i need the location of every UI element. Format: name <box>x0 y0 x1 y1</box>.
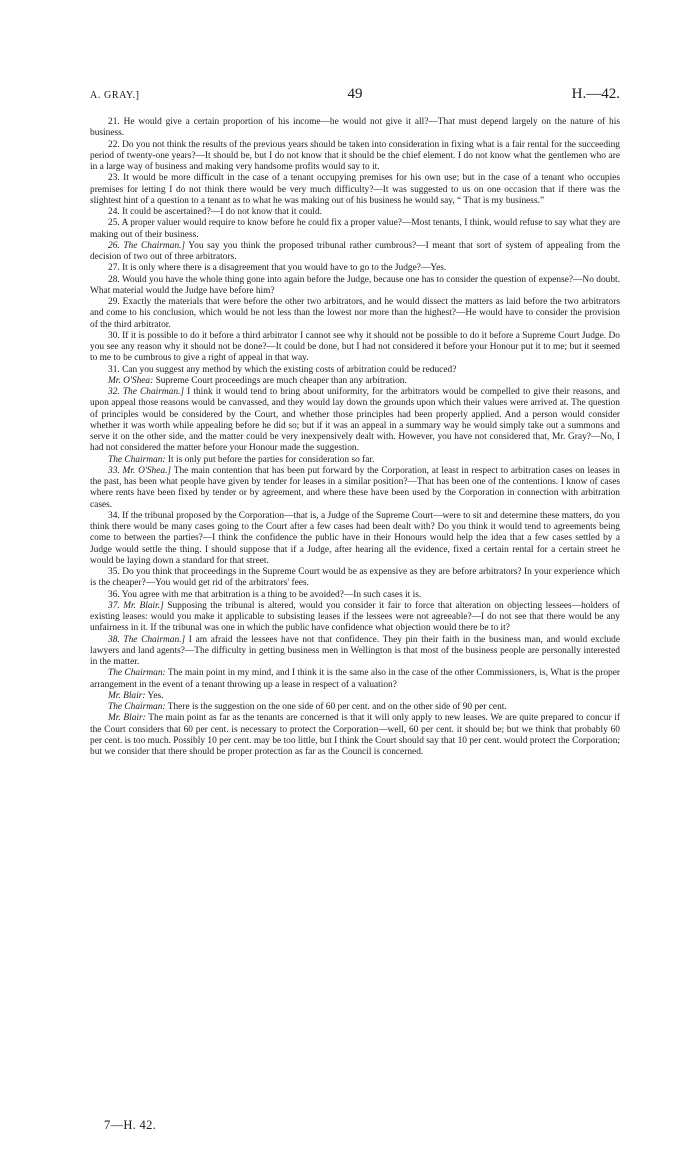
paragraph-text: 27. It is only where there is a disagreement that you would have to go to the Judge?—Yes. <box>108 263 447 274</box>
speaker-label: 32. The Chairman.] <box>108 387 185 397</box>
paragraph <box>90 466 620 511</box>
paragraph <box>90 668 620 691</box>
paragraph-text: 34. If the tribunal proposed by the Corporation—that is, a Judge of the Supreme Court—were to sit and determine these matters, do you think there would be many cases going to the Court after a few cases had been dealt with? Do you think it would tend to agreements being come to between the parties?—I think the confidence the public have in their Honours would help the idea that a few cases settled by a Judge would settle the thing. I should suppose that if a Judge, after hearing all the evidence, fixed a certain rental for a certain street he would be laying down a standard for that street. <box>90 510 620 566</box>
paragraph-text: It is only put before the parties for consideration so far. <box>167 454 375 465</box>
paragraph <box>90 218 620 241</box>
paragraph <box>90 207 620 218</box>
paragraph <box>90 275 620 298</box>
paragraph <box>90 173 620 207</box>
paragraph-text: 21. He would give a certain proportion of his income—he would not give it all?—That must depend largely on the nature of his business. <box>90 117 620 139</box>
document-reference: H.—42. <box>571 86 620 102</box>
paragraph-text: Yes. <box>147 690 164 701</box>
paragraph <box>90 635 620 669</box>
paragraph-text: 29. Exactly the materials that were before the other two arbitrators, and he would dissect the matters as laid before the two arbitrators and come to his conclusion, which would be not less than the lowest nor more than the highest?—He would have to consider the provision of the third arbitrator. <box>90 297 620 330</box>
paragraph <box>90 601 620 635</box>
page-number: 49 <box>347 86 363 102</box>
paragraph-text: 24. It could be ascertained?—I do not know that it could. <box>108 207 323 217</box>
paragraph <box>90 365 620 376</box>
minutes-body <box>90 117 620 758</box>
running-head-witness: A. GRAY.] <box>90 90 140 101</box>
speaker-label: 33. Mr. O'Shea.] <box>108 465 172 476</box>
paragraph <box>90 241 620 264</box>
paragraph-text: 25. A proper valuer would require to know before he could fix a proper value?—Most tenants, I think, would refuse to say what they are making out of their business. <box>90 218 620 240</box>
paragraph <box>90 376 620 387</box>
paragraph-text: Supreme Court proceedings are much cheaper than any arbitration. <box>155 375 407 386</box>
paragraph <box>90 387 620 455</box>
paragraph <box>90 455 620 466</box>
page-header <box>90 86 620 106</box>
paragraph-text: There is the suggestion on the one side of 60 per cent. and on the other side of 90 per cent. <box>167 702 507 712</box>
speaker-label: 37. Mr. Blair.] <box>108 600 164 611</box>
paragraph <box>90 140 620 174</box>
speaker-label: Mr. O'Shea: <box>108 375 154 386</box>
speaker-label: The Chairman: <box>108 702 166 712</box>
paragraph-text: The main contention that has been put forward by the Corporation, at least in respect to arbitration cases on leases in the past, has been what people have given by tender for leases in a similar position?—That has been one of the contentions. I know of cases where rents have been fixed by tender or by agreement, and where these have been used by the Corporation in connection with arbitration cases. <box>90 465 620 510</box>
paragraph <box>90 331 620 365</box>
paragraph-text: 23. It would be more difficult in the case of a tenant occupying premises for his own use; but in the case of a tenant who occupies premises for letting I do not think there would be very much difficulty?—It was suggested to us on one occasion that if there was the slightest hint of a question to a tenant as to what he was making out of his business he would say, “ That is my business.” <box>90 173 620 206</box>
paragraph-text: 30. If it is possible to do it before a third arbitrator I cannot see why it should not be possible to do it before a Supreme Court Judge. Do you see any reason why it should not be done?—It could be done, but I had not considered it before your Honour put it to me; but it seemed to me to be cumbrous to give a right of appeal in that way. <box>90 330 620 364</box>
paragraph-text: I think it would tend to bring about uniformity, for the arbitrators would be compelled to give their reasons, and upon appeal those reasons would be canvassed, and they would lay down the grounds upon which their values were arrived at. The question of principles would be considered by the Court, and whether those principles had been properly applied. And a person would consider whether it was worth while appealing before he did so; but if it was an appeal in a summary way he would simply take out a summons and serve it on the other side, and the matter could be very inexpensively dealt with. However, you have not considered that, Mr. Gray?—No, I had not considered the matter before your Honour made the suggestion. <box>90 387 620 454</box>
paragraph-text: You say you think the proposed tribunal rather cumbrous?—I meant that sort of system of appealing from the decision of two out of three arbitrators. <box>90 240 620 262</box>
paragraph-text: 31. Can you suggest any method by which the existing costs of arbitration could be reduced? <box>108 364 457 375</box>
paragraph <box>90 117 620 140</box>
speaker-label: Mr. Blair: <box>108 690 146 701</box>
paragraph <box>90 590 620 601</box>
paragraph-text: I am afraid the lessees have not that confidence. They pin their faith in the business man, and would exclude lawyers and land agents?—The difficulty in getting business men in Wellington is that most of the business people are personally interested in the matter. <box>90 634 620 667</box>
paragraph-text: The main point in my mind, and I think it is the same also in the case of the other Commissioners, is, What is the proper arrangement in the event of a tenant throwing up a lease in respect of a valuation? <box>90 668 620 690</box>
speaker-label: 26. The Chairman.] <box>108 240 186 251</box>
paragraph <box>90 713 620 758</box>
paragraph <box>90 567 620 590</box>
paragraph <box>90 297 620 331</box>
paragraph <box>90 691 620 702</box>
speaker-label: The Chairman: <box>108 668 166 679</box>
paragraph <box>90 511 620 567</box>
signature-mark: 7—H. 42. <box>104 1118 157 1132</box>
speaker-label: The Chairman: <box>108 454 166 465</box>
speaker-label: 38. The Chairman.] <box>108 634 186 645</box>
paragraph-text: Supposing the tribunal is altered, would you consider it fair to force that alteration on objecting lessees—holders of existing leases: would you make it applicable to subsisting leases if the lessees were not agreeable?—I do not see that there would be any unfairness in it. If the tribunal was one in which the public have confidence what objection would there be to it? <box>90 600 621 634</box>
paragraph-text: 28. Would you have the whole thing gone into again before the Judge, because one has to consider the question of expense?—No doubt. What material would the Judge have before him? <box>90 274 620 296</box>
paragraph-text: The main point as far as the tenants are concerned is that it will only apply to new leases. We are quite prepared to concur if the Court considers that 60 per cent. is necessary to protect the Corporation—well, 60 per cent. it should be; but we think that probably 60 per cent. is too much. Possibly 10 per cent. may be too little, but I think the Court should say that 10 per cent. would protect the Corporation; but we consider that there should be proper protection as far as the Council is concerned. <box>90 713 620 757</box>
paragraph-text: 36. You agree with me that arbitration is a thing to be avoided?—In such cases it is. <box>108 589 422 600</box>
speaker-label: Mr. Blair: <box>108 713 146 724</box>
paragraph <box>90 702 620 713</box>
paragraph-text: 35. Do you think that proceedings in the Supreme Court would be as expensive as they are before arbitrators? In your experience which is the cheaper?—You would get rid of the arbitrators' fees. <box>90 567 620 589</box>
paragraph-text: 22. Do you not think the results of the previous years should be taken into consideration in fixing what is a fair rental for the succeeding period of twenty-one years?—It should be, but I do not know that it should be the chief element. I do not know what the gentlemen who are in a large way of business and making very handsome profits would say to it. <box>90 139 620 172</box>
paragraph <box>90 263 620 274</box>
